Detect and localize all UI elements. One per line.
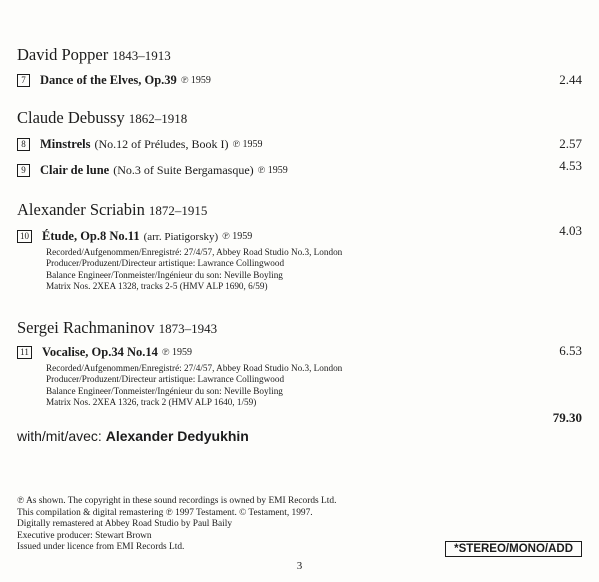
performer-line (17, 428, 249, 444)
credit-line: Matrix Nos. 2XEA 1326, track 2 (HMV ALP 1640, 1/59) (46, 397, 257, 408)
track-duration: 2.44 (559, 72, 582, 87)
track-title: Étude, Op.8 No.11 (42, 229, 140, 243)
credit-line: Matrix Nos. 2XEA 1328, tracks 2-5 (HMV ALP 1690, 6/59) (46, 281, 268, 292)
track-row (17, 163, 288, 178)
performer-name: Alexander Dedyukhin (105, 428, 249, 444)
footer-line: This compilation & digital remastering ℗ 1997 Testament. © Testament, 1997. (17, 507, 313, 518)
footer-line: Digitally remastered at Abbey Road Studio by Paul Baily (17, 519, 233, 530)
composer-name: Alexander Scriabin (17, 200, 145, 219)
track-duration: 4.53 (559, 158, 582, 173)
track-title: Dance of the Elves, Op.39 (40, 73, 177, 87)
track-number: 10 (17, 230, 32, 243)
track-row (17, 137, 263, 152)
composer-name: Claude Debussy (17, 108, 125, 127)
credit-line: Producer/Produzent/Directeur artistique: Lawrance Collingwood (46, 374, 285, 385)
footer-line: ℗ As shown. The copyright in these sound recordings is owned by EMI Records Ltd. (17, 496, 337, 506)
track-subtitle: (No.3 of Suite Bergamasque) (113, 163, 254, 177)
track-duration: 2.57 (559, 136, 582, 151)
track-title: Clair de lune (40, 163, 110, 177)
track-row (17, 229, 252, 244)
composer-dates: 1872–1915 (148, 203, 208, 218)
footer-line: Issued under licence from EMI Records Ltd. (17, 542, 185, 553)
phonogram-year: ℗ 1959 (180, 75, 211, 86)
footer-line: Executive producer: Stewart Brown (17, 530, 152, 541)
phonogram-year: ℗ 1959 (222, 231, 253, 242)
composer-name: Sergei Rachmaninov (17, 318, 155, 337)
performer-prefix: with/mit/avec: (17, 428, 102, 444)
track-number: 7 (17, 74, 30, 87)
track-row (17, 73, 211, 88)
recording-credits (46, 363, 342, 409)
track-title: Vocalise, Op.34 No.14 (42, 345, 158, 359)
track-duration: 6.53 (559, 343, 582, 358)
track-duration: 4.03 (559, 223, 582, 238)
phonogram-year: ℗ 1959 (232, 139, 263, 150)
track-row (17, 345, 192, 360)
track-number: 9 (17, 164, 30, 177)
track-subtitle: (No.12 of Préludes, Book I) (94, 137, 229, 151)
composer-heading (17, 108, 187, 128)
track-subtitle: (arr. Piatigorsky) (143, 230, 219, 243)
copyright-notice (17, 496, 336, 554)
phonogram-year: ℗ 1959 (257, 165, 288, 176)
recording-credits (46, 247, 342, 293)
track-number: 11 (17, 346, 32, 359)
page-number: 3 (296, 560, 303, 572)
format-badge: *STEREO/MONO/ADD (445, 541, 582, 557)
composer-dates: 1843–1913 (112, 48, 171, 63)
composer-dates: 1862–1918 (128, 111, 188, 126)
composer-heading (17, 318, 217, 338)
track-number: 8 (17, 138, 30, 151)
credit-line: Recorded/Aufgenommen/Enregistré: 27/4/57, Abbey Road Studio No.3, London (46, 247, 343, 257)
composer-dates: 1873–1943 (158, 321, 218, 336)
composer-name: David Popper (17, 45, 109, 64)
composer-heading (17, 45, 171, 65)
total-duration: 79.30 (552, 410, 582, 425)
track-title: Minstrels (40, 137, 91, 151)
phonogram-year: ℗ 1959 (161, 347, 192, 358)
credit-line: Balance Engineer/Tonmeister/Ingénieur du son: Neville Boyling (46, 269, 283, 280)
credit-line: Balance Engineer/Tonmeister/Ingénieur du son: Neville Boyling (46, 385, 283, 396)
credit-line: Recorded/Aufgenommen/Enregistré: 27/4/57, Abbey Road Studio No.3, London (46, 363, 343, 373)
credit-line: Producer/Produzent/Directeur artistique: Lawrance Collingwood (46, 258, 285, 269)
composer-heading (17, 200, 207, 220)
